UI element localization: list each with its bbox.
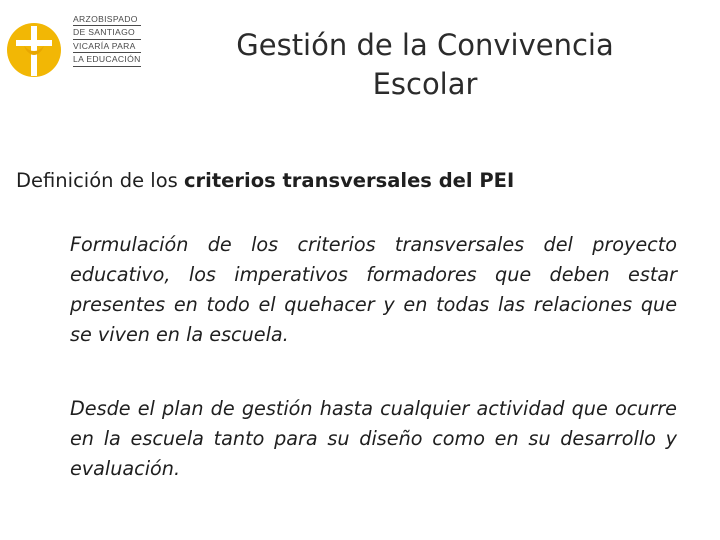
logo-line: VICARÍA PARA [73, 41, 141, 53]
subtitle-prefix: Definición de los [16, 169, 184, 192]
logo-line: ARZOBISPADO [73, 14, 141, 26]
slide-subtitle [16, 168, 706, 194]
cross-sun-icon [4, 10, 64, 90]
slide-title: Gestión de la Convivencia Escolar [236, 28, 614, 101]
subtitle-bold: criterios transversales del PEI [183, 169, 515, 192]
paragraph-1: Formulación de los criterios transversales del proyecto educativo, los imperativos formadores que deben estar presentes en todo el quehacer y en todas las relaciones que se viven en la escuela. [70, 233, 677, 346]
vicaria-logo [4, 10, 154, 90]
paragraph-2: Desde el plan de gestión hasta cualquier actividad que ocurre en la escuela tanto para su diseño como en su desarrollo y evaluación. [70, 397, 677, 480]
logo-text [73, 14, 141, 68]
logo-line: LA EDUCACIÓN [73, 54, 141, 66]
logo-line: DE SANTIAGO [73, 27, 141, 39]
